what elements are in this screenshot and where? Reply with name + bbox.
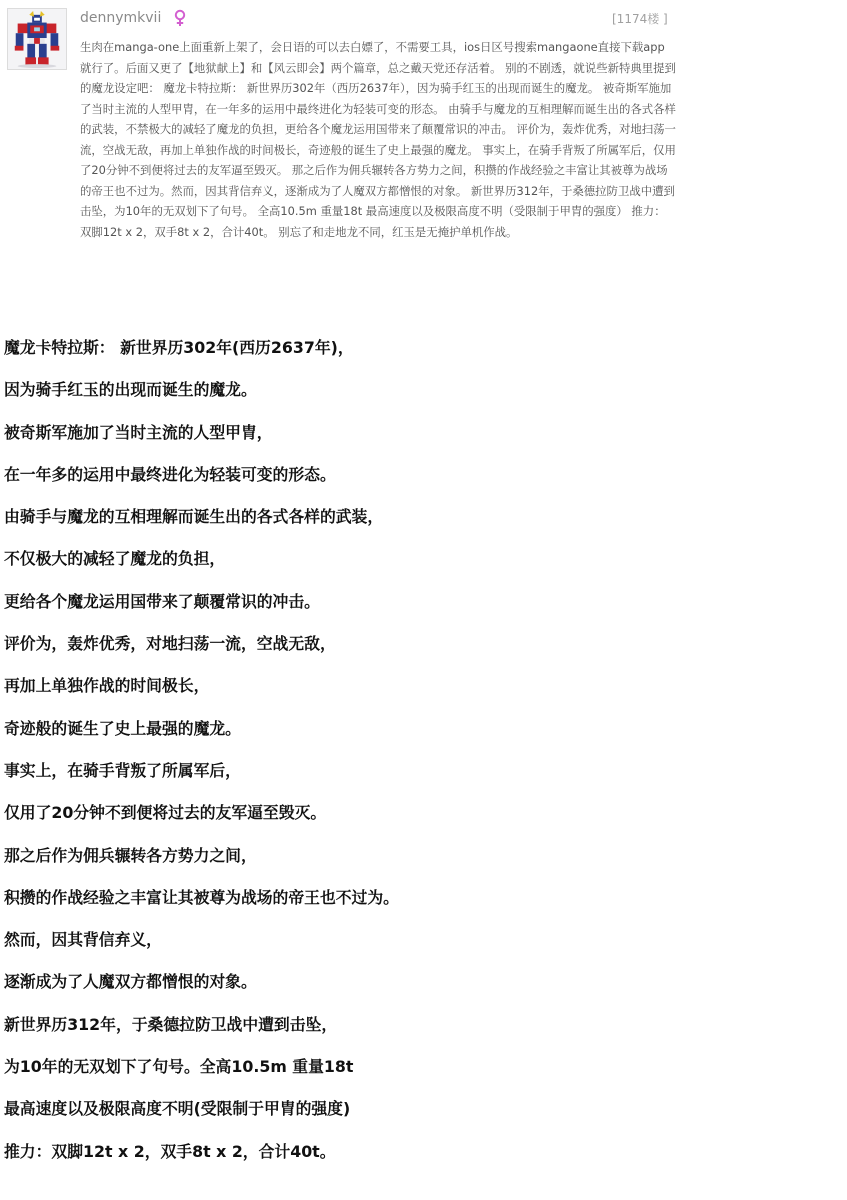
quote-line: 然而，因其背信弃义，: [4, 930, 162, 950]
enlarged-quote-text: [4, 327, 847, 1173]
female-symbol-icon: [172, 8, 188, 28]
quote-line: 更给各个魔龙运用国带来了颠覆常识的冲击。: [4, 591, 320, 611]
quote-line: 推力：双脚12t x 2，双手8t x 2，合计40t。: [4, 1141, 336, 1161]
quote-line: 最高速度以及极限高度不明(受限制于甲胄的强度): [4, 1099, 351, 1119]
quote-line: 逐渐成为了人魔双方都憎恨的对象。: [4, 972, 257, 992]
quote-line: 因为骑手红玉的出现而诞生的魔龙。: [4, 380, 257, 400]
quote-line: 积攒的作战经验之丰富让其被尊为战场的帝王也不过为。: [4, 887, 399, 907]
user-avatar[interactable]: [7, 8, 67, 70]
quote-line: 为10年的无双划下了句号。全高10.5m 重量18t: [4, 1057, 354, 1077]
quote-line: 那之后作为佣兵辗转各方势力之间，: [4, 845, 257, 865]
quote-line: 评价为，轰炸优秀，对地扫荡一流，空战无敌，: [4, 634, 336, 654]
quote-line: 魔龙卡特拉斯： 新世界历302年(西历2637年)，: [4, 338, 354, 357]
quote-line: 仅用了20分钟不到便将过去的友军逼至毁灭。: [4, 803, 327, 823]
floor-number: [1174楼 ]: [612, 12, 668, 26]
quote-line: 不仅极大的减轻了魔龙的负担，: [4, 549, 226, 569]
forum-post: [0, 0, 847, 325]
quote-line: 在一年多的运用中最终进化为轻装可变的形态。: [4, 464, 336, 484]
robot-mecha-avatar-icon: [8, 9, 66, 69]
quote-line: 再加上单独作战的时间极长，: [4, 676, 210, 696]
quote-line: 由骑手与魔龙的互相理解而诞生出的各式各样的武装，: [4, 507, 384, 527]
quote-line: 新世界历312年，于桑德拉防卫战中遭到击坠，: [4, 1014, 338, 1034]
username[interactable]: dennymkvii: [80, 10, 162, 26]
quote-line: 事实上，在骑手背叛了所属军后，: [4, 760, 241, 780]
quote-line: 被奇斯军施加了当时主流的人型甲胄，: [4, 422, 273, 442]
quote-line: 奇迹般的诞生了史上最强的魔龙。: [4, 718, 241, 738]
post-body-text: 生肉在manga-one上面重新上架了，会日语的可以去白嫖了，不需要工具，ios日区号搜索mangaone直接下载app就行了。后面又更了【地狱献上】和【风云即会】两个篇章，总之戴天党还存活着。 别的不剧透，就说些新特典里提到的魔龙设定吧： 魔龙卡特拉斯： 新世界历302年（西历2637年），因为骑手红玉的出现而诞生的魔龙。 被奇斯军施加了当时主流的人型甲胄，在一年多的运用中最终进化为轻装可变的形态。 由骑手与魔龙的互相理解而诞生出的各式各样的武装，不禁极大的减轻了魔龙的负担，更给各个魔龙运用国带来了颠覆常识的冲击。 评价为，轰炸优秀，对地扫荡一流，空战无敌，再加上单独作战的时间极长，奇迹般的诞生了史上最强的魔龙。 事实上，在骑手背叛了所属军后，仅用了20分钟不到便将过去的友军逼至毁灭。 那之后作为佣兵辗转各方势力之间，积攒的作战经验之丰富让其被尊为战场的帝王也不过为。然而，因其背信弃义，逐渐成为了人魔双方都憎恨的对象。 新世界历312年，于桑德拉防卫战中遭到击坠，为10年的无双划下了句号。 全高10.5m 重量18t 最高速度以及极限高度不明（受限制于甲胄的强度） 推力：双脚12t x 2，双手8t x 2，合计40t。 别忘了和走地龙不同，红玉是无掩护单机作战。: [80, 40, 676, 239]
